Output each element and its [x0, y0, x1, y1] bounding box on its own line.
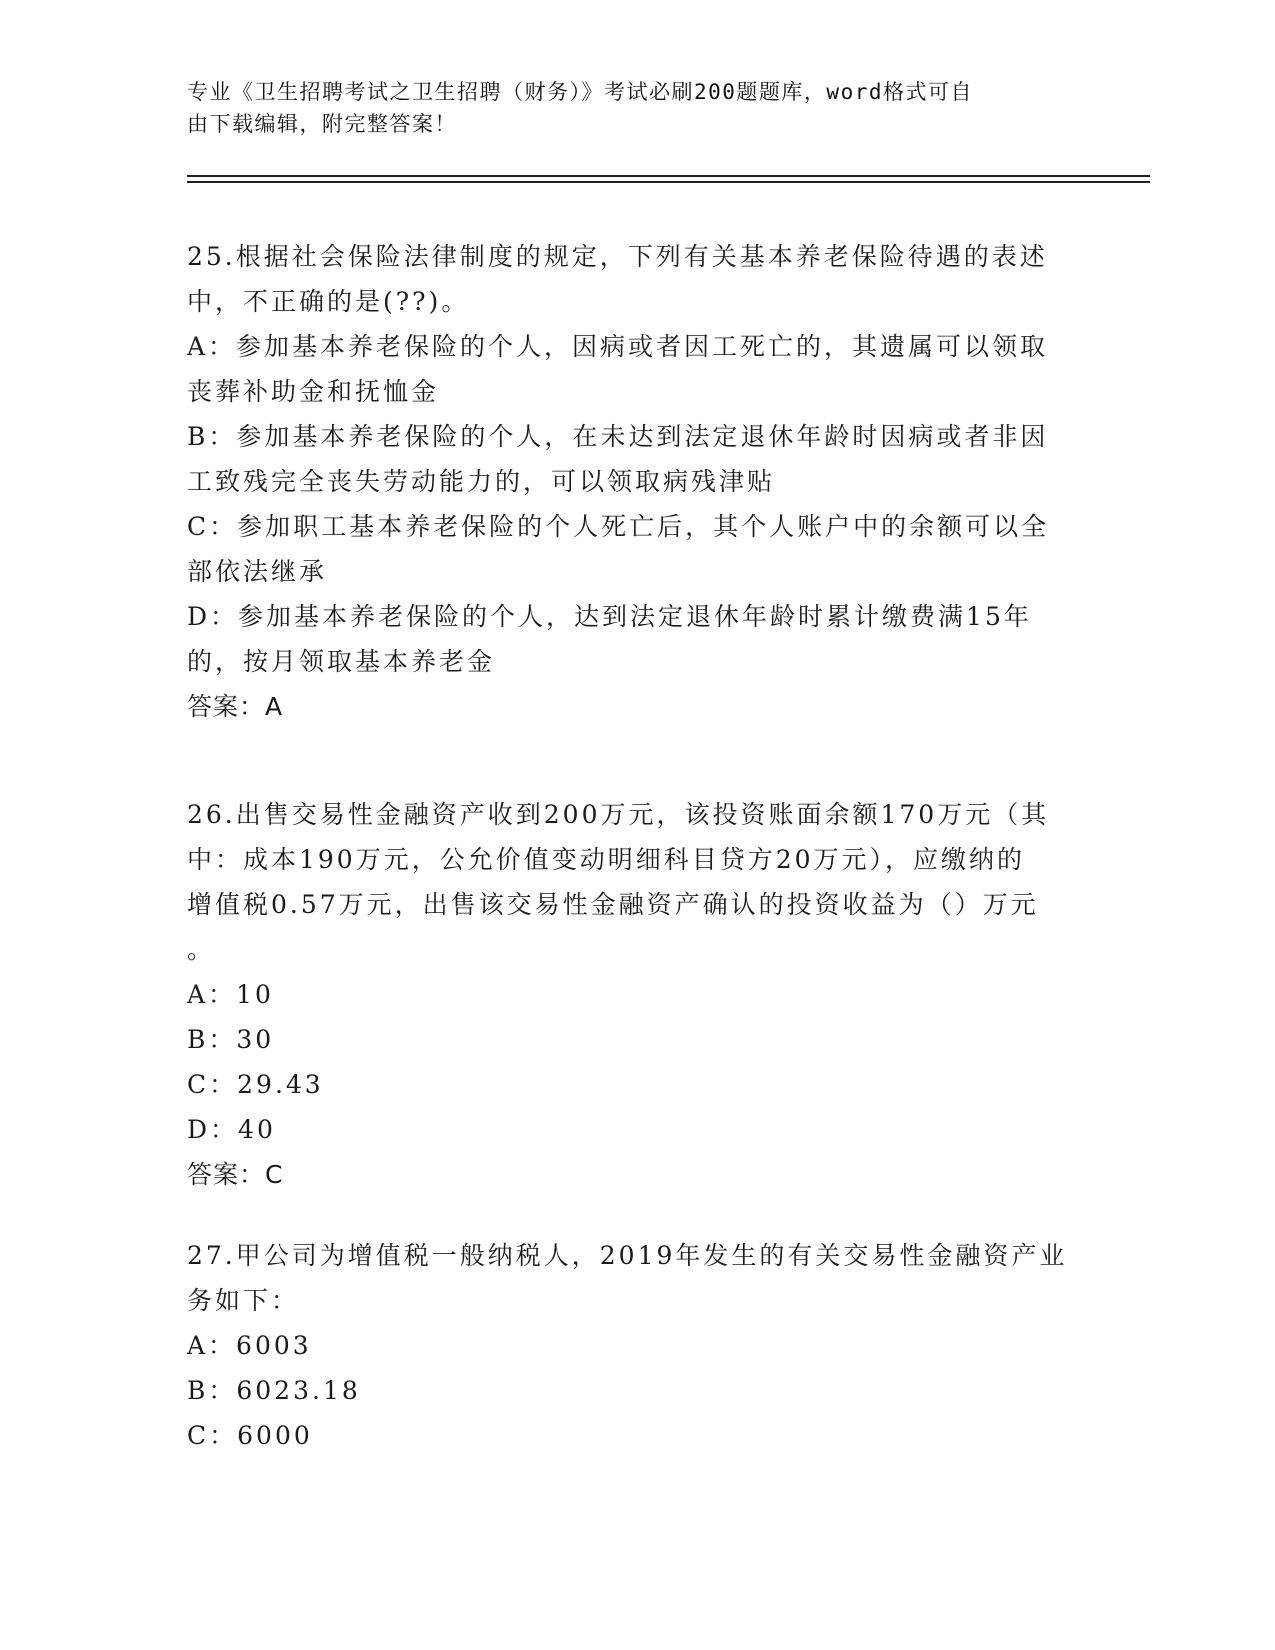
question-stem-line: 务如下： [187, 1286, 300, 1315]
header-divider-bottom [187, 181, 1150, 183]
document-header [187, 76, 1087, 140]
option-a: A：10 [187, 980, 274, 1009]
answer-label: 答案：A [187, 692, 284, 721]
question-stem-line: 中：成本190万元，公允价值变动明细科目贷方20万元），应缴纳的 [187, 845, 1026, 874]
option-a-line: A：参加基本养老保险的个人，因病或者因工死亡的，其遗属可以领取 [187, 332, 1049, 361]
option-b-line: B：参加基本养老保险的个人，在未达到法定退休年龄时因病或者非因 [187, 422, 1049, 451]
option-c-line: C：参加职工基本养老保险的个人死亡后，其个人账户中的余额可以全 [187, 512, 1050, 541]
option-a: A：6003 [187, 1331, 312, 1360]
question-stem-line: 26.出售交易性金融资产收到200万元，该投资账面余额170万元（其 [187, 800, 1050, 829]
option-c: C：6000 [187, 1421, 313, 1450]
question-stem-line: 中，不正确的是(??)。 [187, 287, 470, 316]
question-stem-line: 25.根据社会保险法律制度的规定，下列有关基本养老保险待遇的表述 [187, 242, 1048, 271]
question-26 [187, 792, 1087, 1197]
option-b: B：6023.18 [187, 1376, 361, 1405]
option-d-line: 的，按月领取基本养老金 [187, 647, 496, 676]
option-a-line: 丧葬补助金和抚恤金 [187, 377, 440, 406]
option-b-line: 工致残完全丧失劳动能力的，可以领取病残津贴 [187, 467, 776, 496]
question-stem-line: 。 [187, 935, 216, 964]
option-d: D：40 [187, 1115, 276, 1144]
option-b: B：30 [187, 1025, 275, 1054]
option-d-line: D：参加基本养老保险的个人，达到法定退休年龄时累计缴费满15年 [187, 602, 1032, 631]
header-line-2: 由下载编辑，附完整答案！ [187, 112, 457, 136]
question-25 [187, 234, 1087, 729]
header-line-1: 专业《卫生招聘考试之卫生招聘（财务）》考试必刷200题题库，word格式可自 [187, 80, 973, 104]
option-c: C：29.43 [187, 1070, 324, 1099]
question-27 [187, 1233, 1087, 1458]
answer-label: 答案：C [187, 1160, 284, 1189]
option-c-line: 部依法继承 [187, 557, 328, 586]
header-divider-top [187, 175, 1150, 177]
question-stem-line: 27.甲公司为增值税一般纳税人，2019年发生的有关交易性金融资产业 [187, 1241, 1068, 1270]
question-stem-line: 增值税0.57万元，出售该交易性金融资产确认的投资收益为（）万元 [187, 890, 1039, 919]
